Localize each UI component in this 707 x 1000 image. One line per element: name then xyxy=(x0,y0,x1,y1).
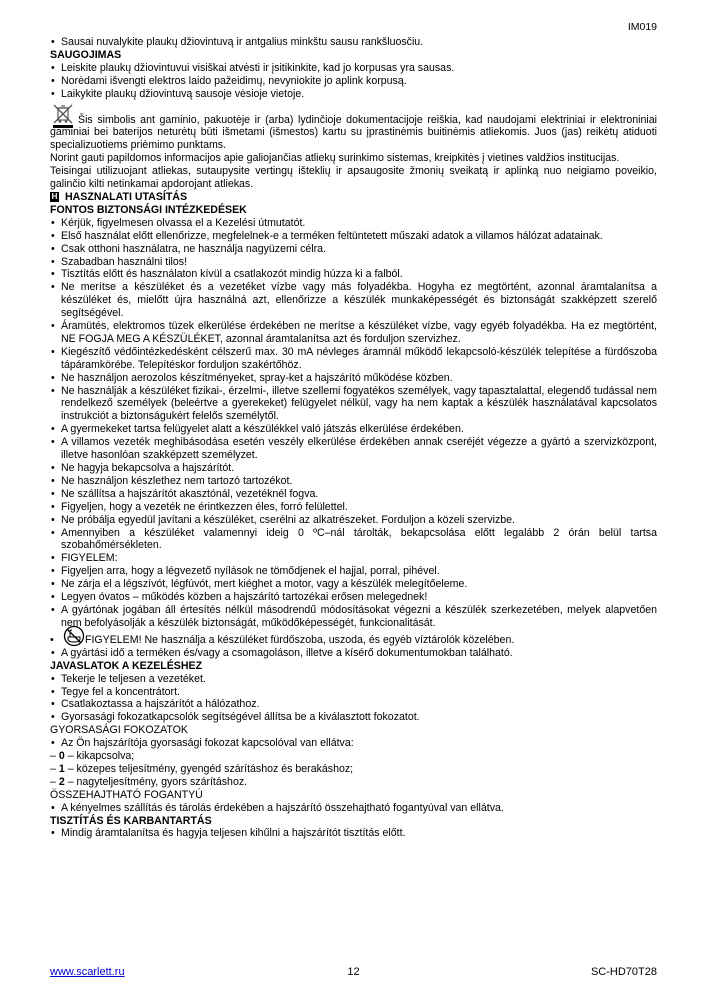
bath-warning-row: • FIGYELEM! Ne használja a készüléket fürdőszoba, uszoda, és egyéb víztárolók közelében. xyxy=(50,633,657,647)
lt-storage-list xyxy=(50,62,657,101)
manufacture-list xyxy=(50,647,657,660)
speed-text: – kikapcsolva; xyxy=(64,750,135,763)
model-number: SC-HD70T28 xyxy=(590,966,657,978)
speed-intro-list xyxy=(50,737,657,750)
list-item: • Csatlakoztassa a hajszárítót a hálózathoz. xyxy=(50,698,657,711)
page-number: 12 xyxy=(347,966,360,978)
list-item: • Csak otthoni használatra, ne használja nagyüzemi célra. xyxy=(50,243,657,256)
list-item: • Tegye fel a koncentrátort. xyxy=(50,686,657,699)
bath-warning-text: FIGYELEM! Ne használja a készüléket fürdőszoba, uszoda, és egyéb víztárolók közelében. xyxy=(85,633,515,646)
header-code: IM019 xyxy=(627,21,657,33)
list-item: • Első használat előtt ellenőrizze, megfelelnek-e a terméken feltüntetett műszaki adatok a villamos hálózat adatainak. xyxy=(50,230,657,243)
list-item: • Amennyiben a készüléket valamennyi ideig 0 ºC–nál tárolták, bekapcsolása előtt legalább 2 órán belül tartsa szobahőmérsékleten. xyxy=(50,527,657,553)
list-item: • Ne szállítsa a hajszárítót akasztónál, vezetéknél fogva. xyxy=(50,488,657,501)
fold-list xyxy=(50,802,657,815)
list-item: • Tisztítás előtt és használaton kívül a csatlakozót mindig húzza ki a falból. xyxy=(50,268,657,281)
list-item: • Ne használjon készlethez nem tartozó tartozékot. xyxy=(50,475,657,488)
speed-item: – 1 – közepes teljesítmény, gyengéd szárításhoz és berakáshoz; xyxy=(50,762,354,775)
list-item: • Laikykite plaukų džiovintuvą sausoje vėsioje vietoje. xyxy=(50,88,657,101)
usage-heading: JAVASLATOK A KEZELÉSHEZ xyxy=(50,659,203,672)
list-item: • Az Ön hajszárítója gyorsasági fokozat kapcsolóval van ellátva: xyxy=(50,737,657,750)
recycle-text: Šis simbolis ant gaminio, pakuotėje ir (arba) lydinčioje dokumentacijoje reiškia, kad naudojami elektriniai ir elektroniniai gaminiai bei baterijos neturėtų būti išmetami (išmestos) kartu su įprastinėmis buitinėmis atliekomis. Juos (jas) reikėtų atiduoti specializuotiems priėmimo punktams. xyxy=(50,113,657,152)
list-item: • Gyorsasági fokozatkapcsolók segítségével állítsa be a kiválasztott fokozatot. xyxy=(50,711,657,724)
list-item: • Áramütés, elektromos tüzek elkerülése érdekében ne merítse a készüléket vízbe, vagy egyéb folyadékba. Ha ez megtörtént, NE FOGJA MEG A KÉSZÜLÉKET, azonnal áramtalanítsa azt és forduljon szervizhez. xyxy=(50,320,657,346)
list-item: • Ne hagyja bekapcsolva a hajszárítót. xyxy=(50,462,657,475)
recycle-paragraph-3: Teisingai utilizuojant atliekas, sutaupysite vertingų išteklių ir apsaugosite žmonių sveikatą ir aplinką nuo neigiamo poveikio, galinčio kilti netinkamai apdorojant atliekas. xyxy=(50,165,657,191)
list-item: • Legyen óvatos – működés közben a hajszárító tartozékai erősen melegednek! xyxy=(50,591,657,604)
speed-num: 2 xyxy=(58,775,65,788)
clean-heading: TISZTÍTÁS ÉS KARBANTARTÁS xyxy=(50,814,212,827)
speed-text: – közepes teljesítmény, gyengéd szárításhoz és berakáshoz; xyxy=(64,762,354,775)
list-item: • Ne merítse a készüléket és a vezetéket vízbe vagy más folyadékba. Hogyha ez megtörtént, azonnal áramtalanítsa a készüléket és, mielőtt újra használná azt, ellenőrizze a készülék munkaképességét és biztonságát szakképzett szerelő segítségével. xyxy=(50,281,657,320)
list-item: • Szabadban használni tilos! xyxy=(50,256,657,269)
list-item: • Ne zárja el a légszívót, légfúvót, mert kiéghet a motor, vagy a készülék melegítőeleme. xyxy=(50,578,657,591)
speed-text: – nagyteljesítmény, gyors szárításhoz. xyxy=(64,775,248,788)
speed-item: – 0 – kikapcsolva; xyxy=(50,750,135,763)
site-link[interactable]: www.scarlett.ru xyxy=(50,966,125,978)
list-item: • Kérjük, figyelmesen olvassa el a Kezelési útmutatót. xyxy=(50,217,657,230)
list-item: • A kényelmes szállítás és tárolás érdekében a hajszárító összehajtható fogantyúval van ellátva. xyxy=(50,802,657,815)
lt-storage-heading: SAUGOJIMAS xyxy=(50,48,122,61)
list-item: • A gyártási idő a terméken és/vagy a csomagoláson, illetve a kísérő dokumentumokban található. xyxy=(50,647,657,660)
list-item: • Tekerje le teljesen a vezetéket. xyxy=(50,673,657,686)
list-item: • Leiskite plaukų džiovintuvui visiškai atvėsti ir įsitikinkite, kad jo korpusas yra sausas. xyxy=(50,62,657,75)
usage-list xyxy=(50,673,657,725)
list-item: • FIGYELEM: xyxy=(50,552,657,565)
lt-cleaning-list xyxy=(50,36,657,49)
list-item: • Sausai nuvalykite plaukų džiovintuvą ir antgalius minkštu sausu rankšluosčiu. xyxy=(50,36,657,49)
hu-title-row xyxy=(50,191,657,204)
fold-heading: ÖSSZEHAJTHATÓ FOGANTYÚ xyxy=(50,788,203,801)
safety-heading: FONTOS BIZTONSÁGI INTÉZKEDÉSEK xyxy=(50,203,247,216)
list-item: • Mindig áramtalanítsa és hagyja teljesen kihűlni a hajszárítót tisztítás előtt. xyxy=(50,827,657,840)
list-item: • Ne használjon aerozolos készítményeket, spray-ket a hajszárító működése közben. xyxy=(50,372,657,385)
list-item: • A gyermekeket tartsa felügyelet alatt a készülékkel való játszás elkerülése érdekében. xyxy=(50,423,657,436)
content xyxy=(50,36,657,840)
lang-code-badge: H xyxy=(51,192,58,202)
speed-heading: GYORSASÁGI FOKOZATOK xyxy=(50,724,188,737)
safety-list xyxy=(50,217,657,630)
list-item: • Figyeljen arra, hogy a légvezető nyílások ne tömődjenek el hajjal, porral, pihével. xyxy=(50,565,657,578)
hu-title: HASZNALATI UTASÍTÁS xyxy=(65,190,188,203)
list-item: • A gyártónak jogában áll értesítés nélkül másodrendű módosításokat végezni a készülék szerkezetében, melyek alapvetően nem befolyásolják a készülék biztonságát, működőképességét, funkcionalitását. xyxy=(50,604,657,630)
speed-num: 1 xyxy=(58,762,65,775)
list-item: • A villamos vezeték meghibásodása esetén veszély elkerülése érdekében annak cseréjét végezze a gyártó a szervizközpont, illetve hasonlóan szakképzett személyzet. xyxy=(50,436,657,462)
list-item: • Ne próbálja egyedül javítani a készüléket, cserélni az alkatrészeket. Forduljon a közeli szervizbe. xyxy=(50,514,657,527)
speed-num: 0 xyxy=(58,750,65,763)
recycle-paragraph-2: Norint gauti papildomos informacijos apie galiojančias atliekų surinkimo sistemas, kreipkitės į vietines valdžios institucijas. xyxy=(50,152,620,165)
clean-list xyxy=(50,827,657,840)
list-item: • Kiegészítő védőintézkedésként célszerű max. 30 mA névleges áramnál működő lekapcsoló-készülék telepítése a fürdőszoba tápáramkörébe. Telepítéskor forduljon szakértőhöz. xyxy=(50,346,657,372)
list-item: • Ne használják a készüléket fizikai-, érzelmi-, illetve szellemi fogyatékos személyek, vagy tapasztalattal, elegendő tudással nem rendelkező személyek (beleértve a gyerekeket) felügyelet nélkül, vagy ha nem kaptak a készülék használatával kapcsolatos instrukciót a biztonságukért felelős személytől. xyxy=(50,385,657,424)
speed-item: – 2 – nagyteljesítmény, gyors szárításhoz. xyxy=(50,775,248,788)
list-item: • Figyeljen, hogy a vezeték ne érintkezzen éles, forró felülettel. xyxy=(50,501,657,514)
weee-crossed-bin-icon xyxy=(50,102,76,128)
list-item: • Norėdami išvengti elektros laido pažeidimų, nevyniokite jo aplink korpusą. xyxy=(50,75,657,88)
